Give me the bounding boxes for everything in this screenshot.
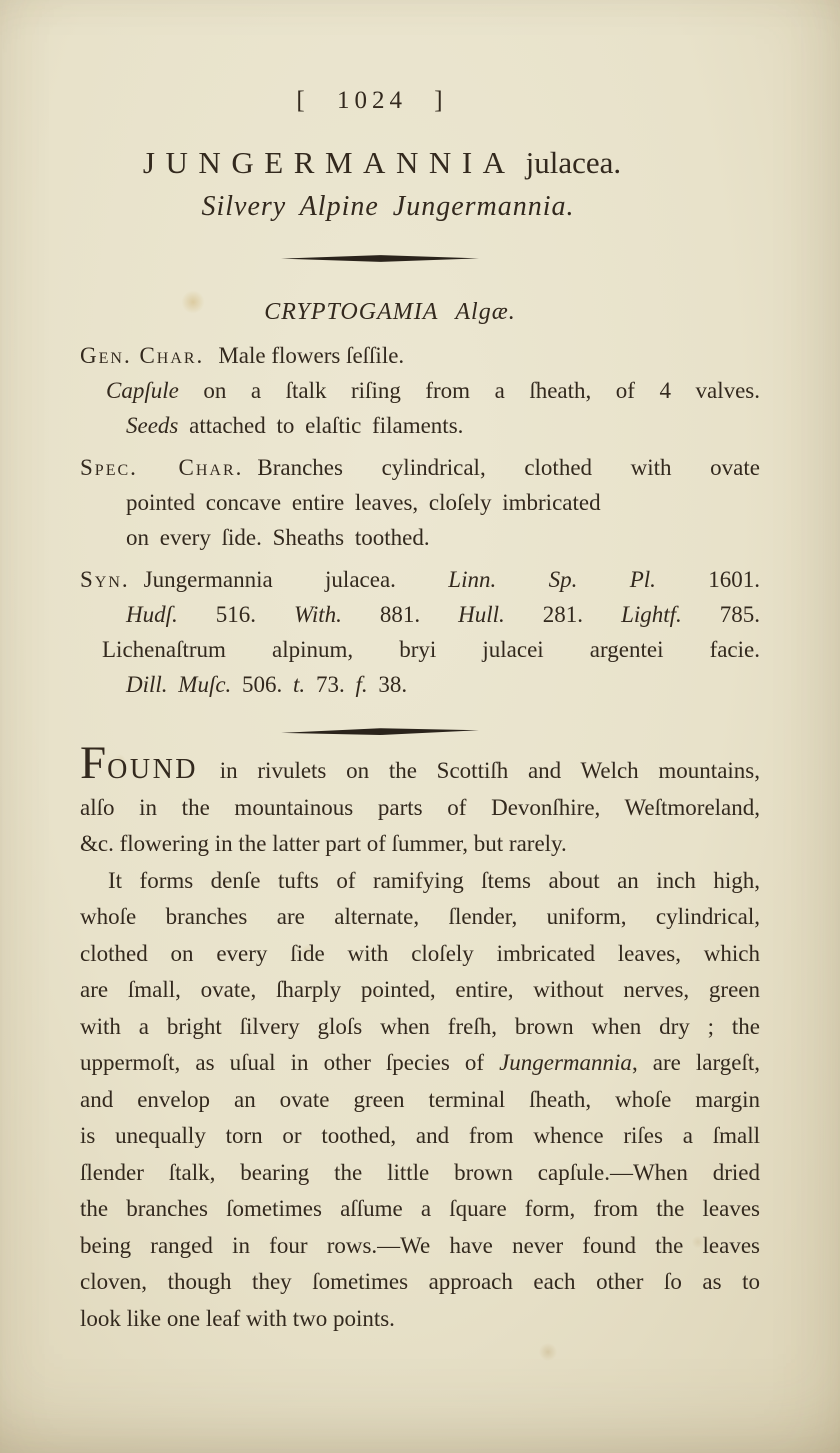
text-segment: f. [355, 672, 368, 697]
description-line [80, 936, 760, 973]
text-segment: Lightf. [621, 602, 682, 627]
text-segment: 73. [305, 672, 356, 697]
text-segment: ſlender ſtalk, bearing the little brown capſule.—When dried [80, 1159, 760, 1185]
synonym-line [126, 597, 760, 632]
gen-char-line [80, 338, 760, 373]
text-segment: Dill. Muſc. [126, 672, 232, 697]
text-segment: Male flowers ſeſſile. [218, 343, 405, 368]
description-line [80, 972, 760, 1009]
text-segment: Gen. Char. [80, 343, 205, 368]
text-segment: Lichenaſtrum alpinum, bryi julacei argentei facie. [102, 637, 760, 662]
description-line [80, 1264, 760, 1301]
description-line [80, 826, 760, 863]
text-segment: the branches ſometimes aſſume a ſquare form, from the leaves [80, 1196, 760, 1221]
description-text [80, 737, 760, 1337]
species-heading [42, 143, 722, 183]
text-segment: 516. [177, 602, 294, 627]
text-segment: Jungermannia [499, 1050, 632, 1075]
synonym-line [102, 632, 760, 667]
text-segment: pointed concave entire leaves, cloſely imbricated [126, 490, 601, 515]
genus-name: JUNGERMANNIA [142, 145, 516, 180]
text-segment: With. [294, 602, 342, 627]
description-line [80, 899, 760, 936]
description-line [80, 737, 760, 790]
description-line [80, 1155, 760, 1192]
specific-character-section [80, 450, 760, 555]
text-segment: 38. [367, 672, 408, 697]
swelled-rule-top [281, 254, 479, 263]
text-segment: 281. [504, 602, 622, 627]
description-line [80, 1045, 760, 1082]
text-segment: Spec. Char. [80, 455, 244, 480]
text-segment: alſo in the mountainous parts of Devonſhire, Weſtmoreland, [80, 794, 760, 820]
page-number: [ 1024 ] [296, 87, 448, 114]
text-segment: on every ſide. Sheaths toothed. [126, 525, 430, 550]
text-segment [438, 299, 455, 325]
description-line [80, 863, 760, 900]
text-segment: It forms denſe tufts of ramifying ſtems about an inch high, [108, 867, 760, 893]
text-segment: cloven, though they ſometimes approach each other ſo as to [80, 1269, 760, 1294]
text-segment: attached to elaſtic filaments. [178, 413, 464, 438]
text-segment: Hudſ. [126, 602, 178, 627]
spec-char-line [80, 450, 760, 485]
description-line [80, 1191, 760, 1228]
text-segment: clothed on every ſide with cloſely imbricated leaves, which [80, 940, 760, 966]
text-segment: 1601. [655, 567, 761, 592]
text-segment: on a ſtalk riſing from a ſheath, of 4 valves. [178, 378, 760, 403]
gen-char-line [106, 373, 760, 408]
synonym-line [126, 667, 760, 702]
text-segment: 506. [231, 672, 294, 697]
text-segment: Jungermannia julacea. [143, 567, 449, 592]
swelled-rule-bottom [281, 726, 479, 737]
text-segment: Hull. [458, 602, 505, 627]
text-segment: are ſmall, ovate, ſharply pointed, entire, without nerves, green [80, 977, 760, 1002]
description-line [80, 1082, 760, 1119]
text-segment: 785. [681, 602, 761, 627]
spec-char-line [126, 520, 760, 555]
text-segment: Seeds [126, 413, 179, 438]
description-line [80, 1118, 760, 1155]
text-segment: Capſule [106, 378, 179, 403]
text-segment: OUND [107, 754, 199, 785]
synonyms-section [80, 562, 760, 702]
text-segment: uppermoſt, as uſual in other ſpecies of [80, 1050, 500, 1075]
text-segment: being ranged in four rows.—We have never found the leaves [80, 1232, 760, 1258]
description-line [80, 1228, 760, 1265]
synonym-line [80, 562, 760, 597]
text-segment: Branches cylindrical, clothed with ovate [257, 455, 760, 480]
text-segment: t. [293, 672, 306, 697]
generic-character-section [80, 338, 760, 443]
description-line [80, 790, 760, 827]
text-segment: whoſe branches are alternate, ſlender, uniform, cylindrical, [80, 904, 760, 929]
text-segment: F [80, 737, 107, 789]
text-segment: Algæ. [455, 299, 516, 325]
description-line [80, 1301, 760, 1338]
text-segment: is unequally torn or toothed, and from whence riſes a ſmall [80, 1123, 760, 1148]
taxonomy-line [50, 297, 730, 327]
text-segment: and envelop an ovate green terminal ſheath, whoſe margin [80, 1086, 760, 1112]
common-name-heading: Silvery Alpine Jungermannia. [201, 191, 575, 222]
text-segment: 881. [341, 602, 459, 627]
text-segment: with a bright ſilvery gloſs when freſh, brown when dry ; the [80, 1013, 760, 1039]
text-segment: in rivulets on the Scottiſh and Welch mountains, [200, 758, 760, 783]
text-segment: , are largeſt, [631, 1050, 760, 1075]
text-segment: look like one leaf with two points. [80, 1305, 395, 1331]
spec-char-line [126, 485, 760, 520]
text-segment: Linn. Sp. Pl. [448, 567, 656, 592]
species-epithet: julacea. [525, 145, 622, 180]
description-line [80, 1009, 760, 1046]
gen-char-line [126, 408, 760, 443]
text-segment: Syn. [80, 567, 130, 592]
text-segment: &c. flowering in the latter part of ſummer, but rarely. [80, 831, 567, 856]
text-segment: CRYPTOGAMIA [264, 299, 439, 325]
